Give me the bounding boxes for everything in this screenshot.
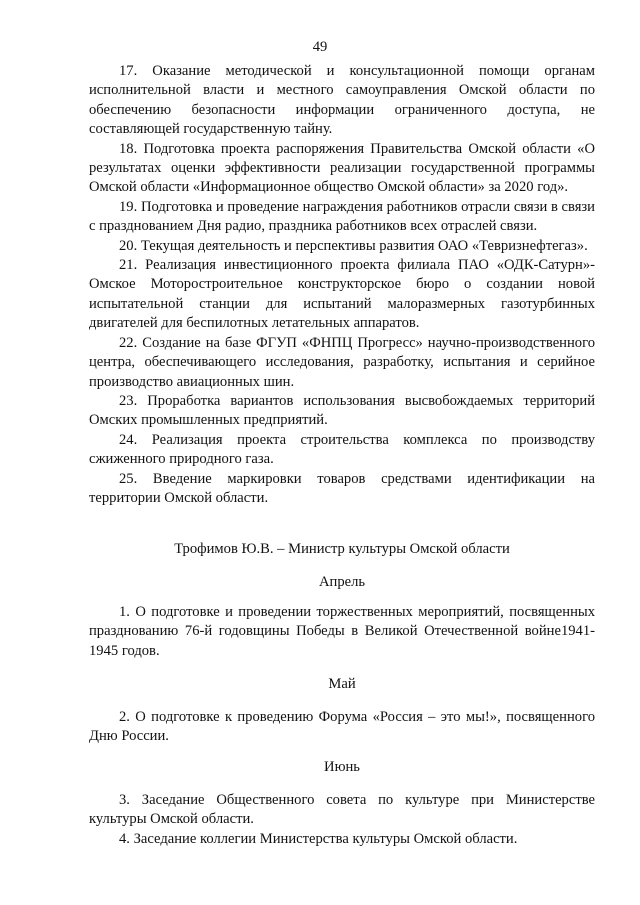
may-items [89, 708, 595, 747]
list-item: 21. Реализация инвестиционного проекта филиала ПАО «ОДК-Сатурн»- Омское Моторостроительное конструкторское бюро о создании новой испытательной станции для испытаний малоразмерных газотурбинных двигателей для беспилотных летательных аппаратов. [89, 257, 595, 332]
list-item: 25. Введение маркировки товаров средствами идентификации на территории Омской области. [89, 470, 595, 506]
list-item: 18. Подготовка проекта распоряжения Правительства Омской области «О результатах оценки эффективности реализации государственной программы Омской области «Информационное общество Омской области» за 2020 год». [89, 140, 595, 196]
list-item: 24. Реализация проекта строительства комплекса по производству сжиженного природного газа. [89, 431, 595, 468]
month-heading-june-wrap [89, 758, 595, 777]
month-heading-may-wrap [89, 675, 595, 694]
list-item: 2. О подготовке к проведению Форума «Россия – это мы!», посвященного Дню России. [89, 709, 595, 745]
month-heading-may: Май [328, 676, 356, 692]
month-heading-april-wrap [89, 573, 595, 592]
top-items-list [89, 62, 595, 508]
list-item: 17. Оказание методической и консультационной помощи органам исполнительной власти и местного самоуправления Омской области по обеспечению безопасности информации ограниченного доступа, не составляющей государственную тайну. [89, 63, 595, 138]
list-item: 19. Подготовка и проведение награждения работников отрасли связи в связи с празднованием Дня радио, праздника работников всех отраслей связи. [89, 198, 595, 235]
list-item: 20. Текущая деятельность и перспективы развития ОАО «Тевризнефтегаз». [119, 237, 588, 254]
june-items [89, 791, 595, 849]
list-item: 22. Создание на базе ФГУП «ФНПЦ Прогресс» научно-производственного центра, обеспечивающего исследования, разработку, испытания и серийное производство авиационных шин. [89, 334, 596, 390]
april-items [89, 603, 595, 661]
month-heading-june: Июнь [324, 759, 360, 775]
section-heading-wrap [89, 540, 595, 559]
list-item: 1. О подготовке и проведении торжественных мероприятий, посвященных празднованию 76-й годовщины Победы в Великой Отечественной войне1941-1945 годов. [89, 604, 595, 659]
list-item: 23. Проработка вариантов использования высвобождаемых территорий Омских промышленных предприятий. [89, 392, 595, 429]
section-heading: Трофимов Ю.В. – Министр культуры Омской области [174, 541, 510, 557]
list-item: 4. Заседание коллегии Министерства культуры Омской области. [119, 830, 518, 847]
page-number: 49 [312, 39, 328, 55]
month-heading-april: Апрель [318, 574, 366, 590]
list-item: 3. Заседание Общественного совета по культуре при Министерстве культуры Омской области. [89, 792, 595, 828]
